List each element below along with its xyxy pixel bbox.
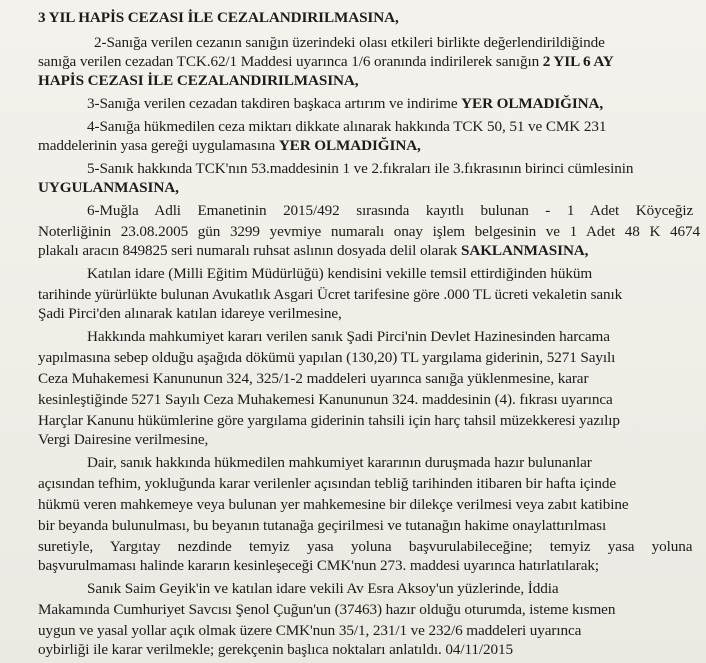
line-text: plakalı aracın 849825 seri numaralı ruhsat aslının dosyada delil olarak — [38, 242, 461, 259]
text-line — [87, 327, 610, 347]
bold-text: HAPİS CEZASI İLE CEZALANDIRILMASINA, — [38, 72, 359, 89]
text-line — [38, 600, 615, 620]
text-line — [38, 241, 588, 261]
line-text: Noterliğinin 23.08.2005 gün 3299 yevmiye numaralı onay işlem belgesinin ve 1 Adet 48 K 4674 — [38, 223, 700, 240]
line-text: tarihinde yürürlükte bulunan Avukatlık Asgari Ücret tarifesine göre .000 TL ücreti vekaletin sanık — [38, 286, 623, 303]
line-text: başvurulmaması halinde kararın kesinleşeceği CMK'nun 273. maddesi uyarınca hatırlatılarak; — [38, 557, 599, 574]
bold-text: 2 YIL 6 AY — [542, 53, 614, 70]
text-line — [38, 390, 613, 410]
text-line — [38, 495, 629, 515]
text-line — [87, 453, 592, 473]
bold-text: UYGULANMASINA, — [38, 179, 179, 196]
text-line — [38, 640, 513, 660]
text-line — [87, 264, 592, 284]
line-text: 2-Sanığa verilen cezanın sanığın üzerindeki olası etkileri birlikte değerlendirildiğinde — [94, 34, 605, 51]
text-line — [87, 579, 558, 599]
text-line — [38, 411, 620, 431]
line-text: Ceza Muhakemesi Kanununun 324, 325/1-2 maddeleri uyarınca sanığa yüklenmesine, karar — [38, 370, 589, 387]
line-text: 5-Sanık hakkında TCK'nın 53.maddesinin 1 ve 2.fıkraları ile 3.fıkrasının birinci cümlesinin — [87, 160, 634, 177]
line-text: Katılan idare (Milli Eğitim Müdürlüğü) kendisini vekille temsil ettirdiğinden hüküm — [87, 265, 593, 282]
text-line — [38, 178, 179, 198]
text-line — [38, 516, 606, 536]
text-line — [38, 8, 399, 28]
text-line — [38, 369, 588, 389]
bold-text: 3 YIL HAPİS CEZASI İLE CEZALANDIRILMASINA, — [38, 9, 399, 26]
bold-text: YER OLMADIĞINA, — [461, 95, 604, 112]
text-line — [38, 304, 342, 324]
text-line — [38, 52, 614, 72]
line-text: hükmü veren mahkemeye veya bulunan yer mahkemesine bir dilekçe verilmesi veya zabıt katibine — [38, 496, 629, 513]
text-line — [38, 430, 208, 450]
bold-text: SAKLANMASINA, — [460, 242, 589, 259]
line-text: 6-Muğla Adli Emanetinin 2015/492 sırasında kayıtlı bulunan - 1 Adet Köyceğiz — [87, 202, 694, 219]
line-text: yapılmasına sebep olduğu aşağıda dökümü yapılan (130,20) TL yargılama giderinin, 5271 Sayılı — [38, 349, 616, 366]
text-line — [87, 94, 603, 114]
line-text: Şadi Pirci'den alınarak katılan idareye verilmesine, — [38, 305, 342, 322]
line-text: Makamında Cumhuriyet Savcısı Şenol Çuğun'un (37463) hazır olduğu oturumda, isteme kısmen — [38, 601, 616, 618]
line-text: bir beyanda bulunulması, bu beyanın tutanağa geçirilmesi ve tutanağın hakime onaylattırılması — [38, 517, 607, 534]
line-text: sanığa verilen cezadan TCK.62/1 Maddesi uyarınca 1/6 oranında indirilerek sanığın — [38, 53, 543, 70]
line-text: Hakkında mahkumiyet kararı verilen sanık Şadi Pirci'nin Devlet Hazinesinden harcama — [87, 328, 610, 345]
text-line — [38, 556, 599, 576]
line-text: Sanık Saim Geyik'in ve katılan idare vekili Av Esra Aksoy'un yüzlerinde, İddia — [87, 580, 559, 597]
text-line — [38, 285, 622, 305]
line-text: 4-Sanığa hükmedilen ceza miktarı dikkate alınarak hakkında TCK 50, 51 ve CMK 231 — [87, 118, 607, 135]
line-text: Vergi Dairesine verilmesine, — [38, 431, 209, 448]
text-line — [87, 201, 693, 221]
text-line — [38, 621, 581, 641]
line-text: Dair, sanık hakkında hükmedilen mahkumiyet kararının duruşmada hazır bulunanlar — [87, 454, 592, 471]
text-line — [38, 537, 692, 557]
line-text: 3-Sanığa verilen cezadan takdiren başkaca artırım ve indirime — [87, 95, 462, 112]
line-text: açısından tefhim, yokluğunda karar verilenler açısından tebliğ tarihinden itibaren bir hafta içinde — [38, 475, 616, 492]
line-text: Harçlar Kanunu hükümlerine göre yargılama giderinin tahsili için harç tahsil müzekkeresi yazılıp — [38, 412, 620, 429]
line-text: oybirliği ile karar verilmekle; gerekçenin başlıca noktaları anlatıldı. 04/11/2015 — [38, 641, 513, 658]
line-text: maddelerinin yasa gereği uygulamasına — [38, 137, 279, 154]
text-line — [38, 71, 358, 91]
text-line — [87, 159, 633, 179]
text-line — [94, 33, 605, 53]
text-line — [38, 136, 421, 156]
text-line — [38, 222, 700, 242]
line-text: uygun ve yasal yollar açık olmak üzere CMK'nun 35/1, 231/1 ve 232/6 maddeleri uyarınca — [38, 622, 582, 639]
line-text: suretiyle, Yargıtay nezdinde temyiz yasa yoluna başvurulabileceğine; temyiz yasa yoluna — [38, 538, 693, 555]
text-line — [38, 474, 616, 494]
line-text: kesinleştiğinde 5271 Sayılı Ceza Muhakemesi Kanununun 324. maddesinin (4). fıkrası uyarınca — [38, 391, 613, 408]
text-line — [87, 117, 606, 137]
bold-text: YER OLMADIĞINA, — [278, 137, 421, 154]
text-line — [38, 348, 615, 368]
